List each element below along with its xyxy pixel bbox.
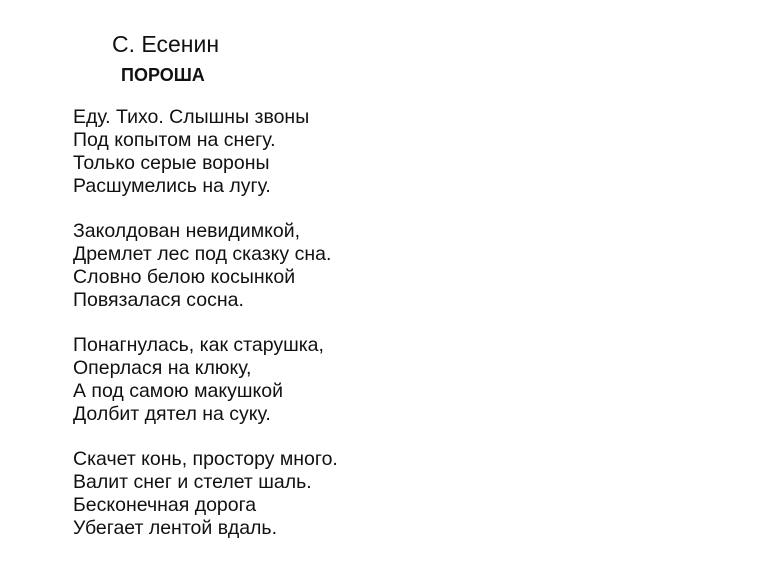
poem-line: Понагнулась, как старушка, [73,334,324,356]
poem-line: Расшумелись на лугу. [73,175,271,197]
poem-line: Оперлася на клюку, [73,357,252,379]
author-name: С. Есенин [112,31,220,57]
stanza [73,448,693,540]
poem-line: Скачет конь, простору много. [73,448,338,470]
stanza [73,334,693,426]
poem-line: Долбит дятел на суку. [73,403,271,425]
poem-line: А под самою макушкой [73,380,283,402]
poem-line: Только серые вороны [73,152,270,174]
poem-line: Словно белою косынкой [73,266,296,288]
poem-line: Под копытом на снегу. [73,129,276,151]
stanza [73,220,693,312]
poem-line: Повязалася сосна. [73,289,244,311]
stanza [73,106,693,198]
poem-line: Убегает лентой вдаль. [73,517,278,539]
poem-line: Еду. Тихо. Слышны звоны [73,106,310,128]
poem-body [73,106,693,562]
poem-line: Дремлет лес под сказку сна. [73,243,332,265]
poem-line: Валит снег и стелет шаль. [73,471,312,493]
poem-title: ПОРОША [121,65,205,85]
poem-line: Заколдован невидимкой, [73,220,301,242]
poem-line: Бесконечная дорога [73,494,257,516]
